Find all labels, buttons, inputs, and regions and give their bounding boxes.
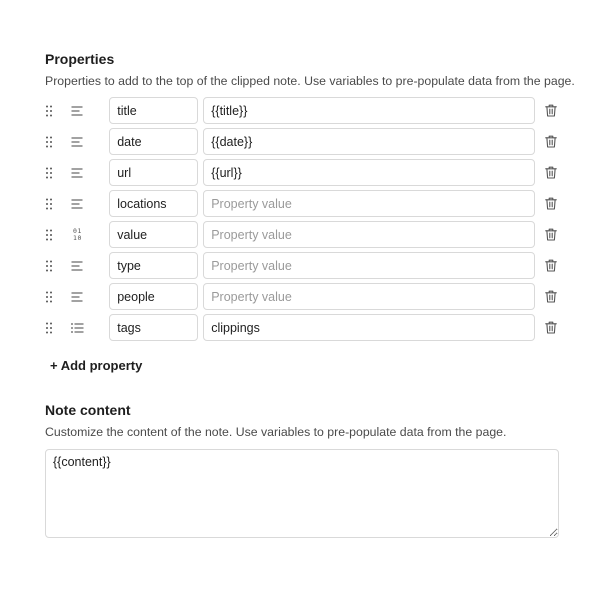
drag-handle-icon[interactable]: [46, 97, 58, 124]
text-lines-icon[interactable]: [68, 128, 88, 155]
property-name-input[interactable]: [109, 190, 198, 217]
note-content-title: Note content: [45, 402, 131, 418]
property-row: [45, 252, 559, 279]
property-list: [45, 97, 559, 341]
property-value-input[interactable]: [203, 252, 535, 279]
number-icon[interactable]: [68, 221, 88, 248]
trash-icon[interactable]: [543, 314, 559, 341]
drag-handle-icon[interactable]: [46, 159, 58, 186]
property-row: [45, 190, 559, 217]
drag-handle-icon[interactable]: [46, 283, 58, 310]
text-lines-icon[interactable]: [68, 190, 88, 217]
property-value-input[interactable]: [203, 283, 535, 310]
property-row: [45, 159, 559, 186]
drag-handle-icon[interactable]: [46, 221, 58, 248]
trash-icon[interactable]: [543, 190, 559, 217]
text-lines-icon[interactable]: [68, 159, 88, 186]
property-value-input[interactable]: [203, 159, 535, 186]
properties-description: Properties to add to the top of the clipped note. Use variables to pre-populate data from the page.: [45, 74, 575, 88]
property-name-input[interactable]: [109, 128, 198, 155]
properties-title: Properties: [45, 51, 115, 67]
properties-panel: [45, 50, 575, 543]
property-value-input[interactable]: [203, 221, 535, 248]
property-row: [45, 128, 559, 155]
note-content-textarea[interactable]: [45, 449, 559, 538]
drag-handle-icon[interactable]: [46, 190, 58, 217]
property-name-input[interactable]: [109, 314, 198, 341]
trash-icon[interactable]: [543, 221, 559, 248]
property-row: [45, 221, 559, 248]
drag-handle-icon[interactable]: [46, 128, 58, 155]
property-name-input[interactable]: [109, 221, 198, 248]
property-name-input[interactable]: [109, 283, 198, 310]
note-content-description: Customize the content of the note. Use variables to pre-populate data from the page.: [45, 425, 507, 439]
trash-icon[interactable]: [543, 252, 559, 279]
property-name-input[interactable]: [109, 97, 198, 124]
property-value-input[interactable]: [203, 190, 535, 217]
trash-icon[interactable]: [543, 283, 559, 310]
property-name-input[interactable]: [109, 159, 198, 186]
property-row: [45, 97, 559, 124]
property-row: [45, 314, 559, 341]
trash-icon[interactable]: [543, 159, 559, 186]
text-lines-icon[interactable]: [68, 283, 88, 310]
drag-handle-icon[interactable]: [46, 314, 58, 341]
drag-handle-icon[interactable]: [46, 252, 58, 279]
number-icon-glyph: 01 10: [73, 227, 82, 242]
note-content-section: [45, 401, 559, 543]
property-row: [45, 283, 559, 310]
list-icon[interactable]: [68, 314, 88, 341]
text-lines-icon[interactable]: [68, 252, 88, 279]
property-name-input[interactable]: [109, 252, 198, 279]
trash-icon[interactable]: [543, 97, 559, 124]
text-lines-icon[interactable]: [68, 97, 88, 124]
trash-icon[interactable]: [543, 128, 559, 155]
property-value-input[interactable]: [203, 314, 535, 341]
property-value-input[interactable]: [203, 97, 535, 124]
add-property-button[interactable]: + Add property: [50, 358, 143, 373]
property-value-input[interactable]: [203, 128, 535, 155]
